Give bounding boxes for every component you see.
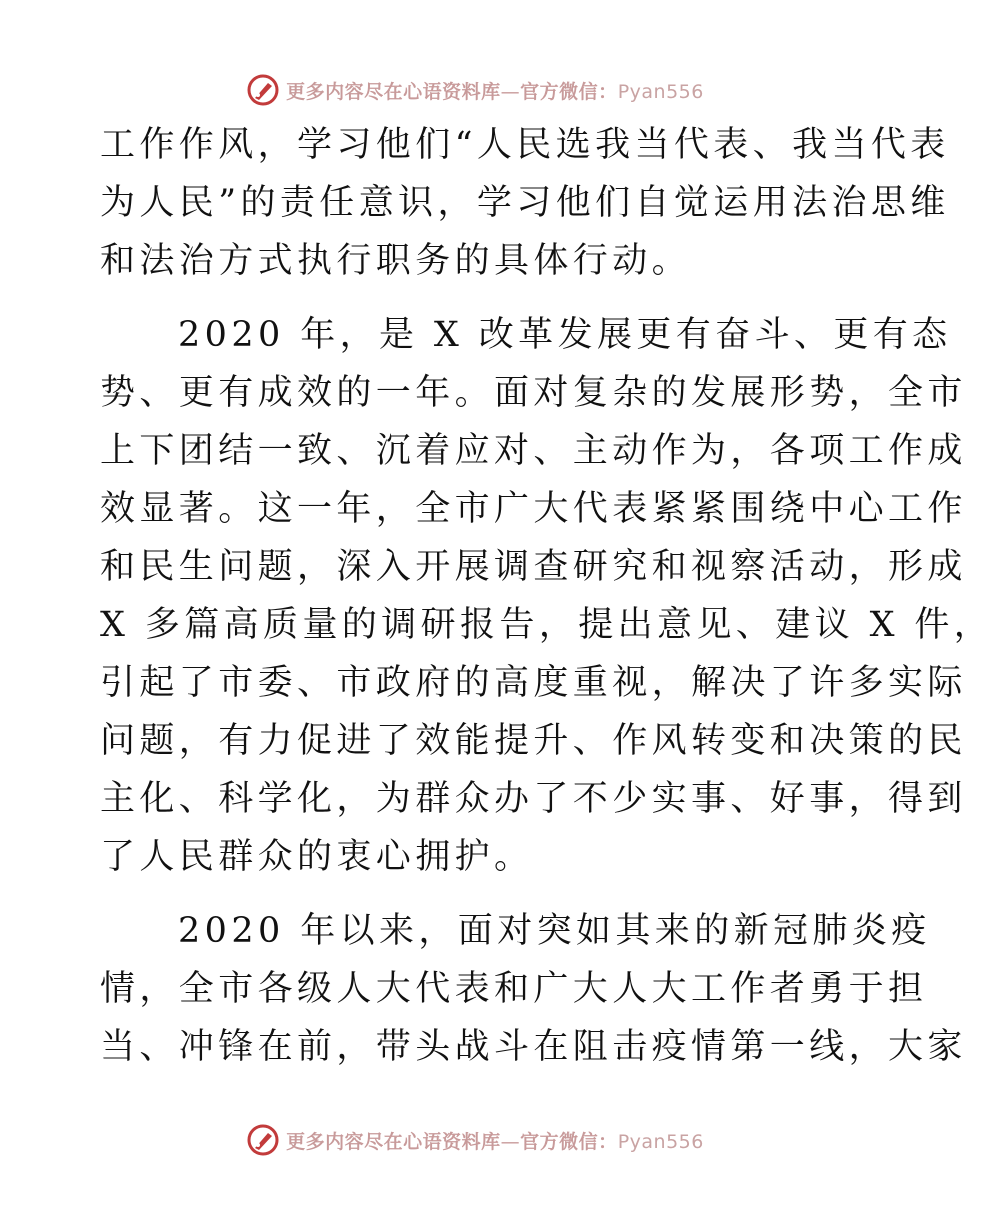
text-line: 和法治方式执行职务的具体行动。 <box>100 241 692 281</box>
text-line: 上下团结一致、沉着应对、主动作为，各项工作成 <box>100 431 967 471</box>
text-line: 2020 年以来，面对突如其来的新冠肺炎疫 <box>178 911 931 951</box>
text-line: 当、冲锋在前，带头战斗在阻击疫情第一线，大家 <box>100 1027 967 1067</box>
document-body <box>100 116 993 1076</box>
text-line: 效显著。这一年，全市广大代表紧紧围绕中心工作 <box>100 489 967 529</box>
text-line: 问题，有力促进了效能提升、作风转变和决策的民 <box>100 721 967 761</box>
text-line: 2020 年，是 X 改革发展更有奋斗、更有态 <box>178 315 952 355</box>
pen-nib-circle-icon <box>246 1123 280 1157</box>
paragraph <box>100 306 993 886</box>
header-watermark <box>0 70 950 110</box>
watermark-text: 更多内容尽在心语资料库—官方微信：Pyan556 <box>286 80 704 103</box>
text-line: X 多篇高质量的调研报告，提出意见、建议 X 件， <box>100 605 993 645</box>
text-line: 主化、科学化，为群众办了不少实事、好事，得到 <box>100 779 967 819</box>
watermark-text: 更多内容尽在心语资料库—官方微信：Pyan556 <box>286 1130 704 1153</box>
footer-watermark <box>0 1120 950 1160</box>
paragraph <box>100 116 950 290</box>
text-line: 工作作风，学习他们“人民选我当代表、我当代表 <box>100 125 950 165</box>
pen-nib-circle-icon <box>246 73 280 107</box>
text-line: 了人民群众的衷心拥护。 <box>100 837 534 877</box>
paragraph <box>100 902 967 1076</box>
text-line: 为人民”的责任意识，学习他们自觉运用法治思维 <box>100 183 950 223</box>
text-line: 势、更有成效的一年。面对复杂的发展形势，全市 <box>100 373 967 413</box>
text-line: 引起了市委、市政府的高度重视，解决了许多实际 <box>100 663 967 703</box>
text-line: 和民生问题，深入开展调查研究和视察活动，形成 <box>100 547 967 587</box>
text-line: 情，全市各级人大代表和广大人大工作者勇于担 <box>100 969 928 1009</box>
